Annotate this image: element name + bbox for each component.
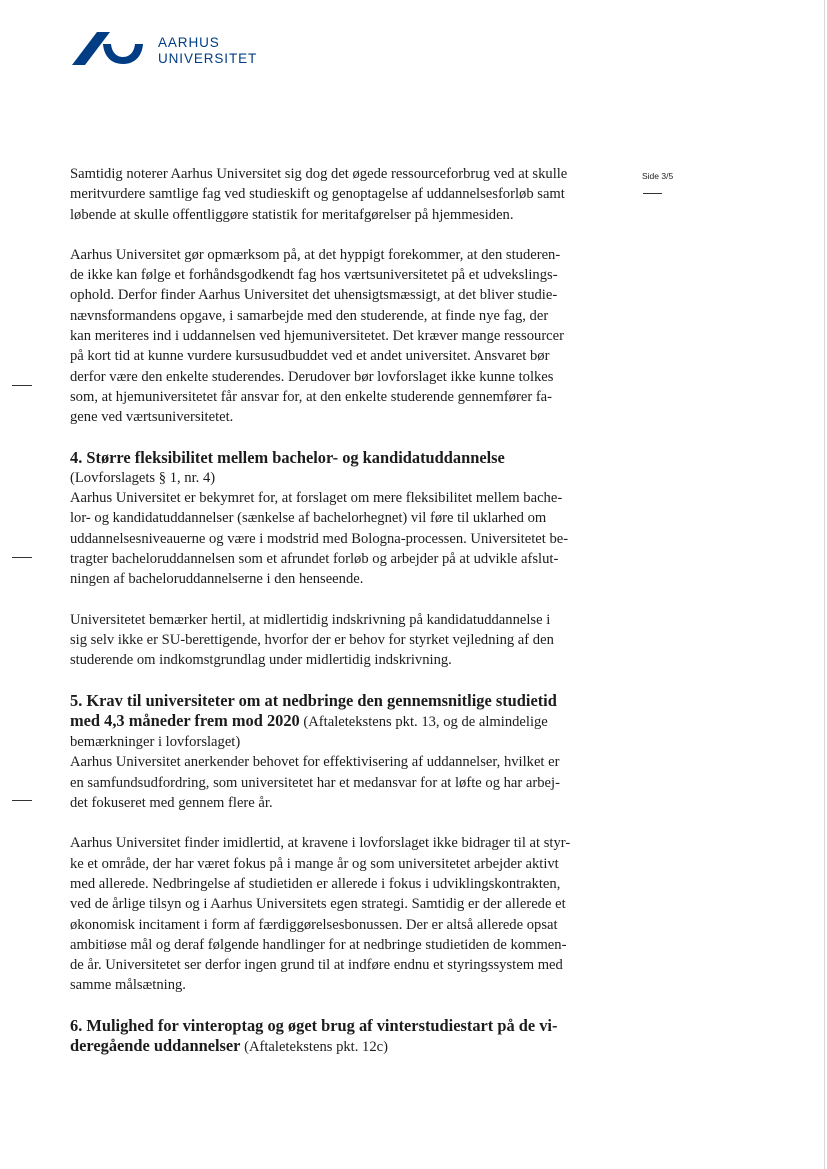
university-logo <box>72 30 262 70</box>
section-6-heading-cont <box>70 1036 622 1057</box>
text-line: Aarhus Universitet gør opmærksom på, at det hyppigt forekommer, at den studeren- <box>70 246 561 263</box>
margin-fold-mark <box>12 385 32 386</box>
section-6-heading: 6. Mulighed for vinteroptag og øget brug af vinterstudiestart på de vi- <box>70 1015 558 1035</box>
text-line: de ikke kan følge et forhåndsgodkendt fag hos værtsuniversitetet på et udvekslings- <box>70 267 558 284</box>
text-line: kan meriteres ind i uddannelsen ved hjemuniversitetet. Det kræver mange ressourcer <box>70 328 564 345</box>
text-line: som, at hjemuniversitetet får ansvar for, at den enkelte studerende gennemfører fa- <box>70 388 553 405</box>
text-line: Universitetet bemærker hertil, at midlertidig indskrivning på kandidatuddannelse i <box>70 611 551 628</box>
text-line: tragter bacheloruddannelsen som et afrundet forløb og arbejder på at udvikle afslut- <box>70 551 559 568</box>
paragraph-2 <box>70 245 622 428</box>
section-5-heading: 5. Krav til universiteter om at nedbringe den gennemsnitlige studietid <box>70 690 557 710</box>
text-line: samme målsætning. <box>70 977 186 994</box>
text-line: økonomisk incitament i form af færdiggørelsesbonussen. Der er altså allerede opsat <box>70 916 558 933</box>
text-line: en samfundsudfordring, som universitetet har et medansvar for at løfte og har arbej- <box>70 774 560 791</box>
text-line: med allerede. Nedbringelse af studietiden er allerede i fokus i udviklingskontrakten, <box>70 875 561 892</box>
letter-body <box>70 164 622 1057</box>
text-line: de år. Universitetet ser derfor ingen grund til at indføre endnu et styringssystem med <box>70 957 563 974</box>
logo-line-1: AARHUS <box>158 35 220 50</box>
paragraph-6 <box>70 833 622 995</box>
aarhus-university-logo-icon <box>72 30 144 66</box>
text-line: ved de årlige tilsyn og i Aarhus Universitets egen strategi. Samtidig er der allerede et <box>70 896 566 913</box>
text-line: derfor være den enkelte studerendes. Derudover bør lovforslaget ikke kunne tolkes <box>70 368 554 385</box>
text-line: ningen af bacheloruddannelserne i den henseende. <box>70 571 364 588</box>
text-line: på kort tid at kunne vurdere kursusudbuddet ved et andet universitet. Ansvaret bør <box>70 348 550 365</box>
margin-fold-mark <box>12 557 32 558</box>
text-line: ke et område, der har været fokus på i mange år og som universitetet arbejder aktivt <box>70 855 559 872</box>
text-line: Samtidig noterer Aarhus Universitet sig dog det øgede ressourceforbrug ved at skulle <box>70 166 568 182</box>
page-number-label: Side 3/5 <box>642 171 674 181</box>
logo-line-2: UNIVERSITET <box>158 51 258 66</box>
section-5-reference-cont: bemærkninger i lovforslaget) <box>70 734 241 751</box>
text-line: ophold. Derfor finder Aarhus Universitet det uhensigtsmæssigt, at det bliver studie- <box>70 287 558 304</box>
text-line: meritvurdere samtlige fag ved studieskift og genoptagelse af uddannelsesforløb samt <box>70 186 565 203</box>
text-line: ambitiøse mål og deraf følgende handlinger for at nedbringe studietiden de kommen- <box>70 936 567 953</box>
section-5-heading-bold: med 4,3 måneder frem mod 2020 <box>70 710 300 730</box>
text-line: lor- og kandidatuddannelser (sænkelse af bachelorhegnet) vil føre til uklarhed om <box>70 510 547 527</box>
section-4-heading: 4. Større fleksibilitet mellem bachelor- og kandidatuddannelse <box>70 447 505 467</box>
section-5-heading-cont <box>70 711 622 732</box>
paragraph-1 <box>70 164 622 225</box>
section-6-reference: (Aftaleteksten​s pkt. 12c) <box>240 1038 388 1055</box>
text-line: nævnsformandens opgave, i samarbejde med den studerende, at finde nye fag, der <box>70 307 549 324</box>
section-5-reference: (Aftaleteksten​s pkt. 13, og de almindelige <box>299 713 548 730</box>
paragraph-5 <box>70 752 622 813</box>
text-line: sig selv ikke er SU-berettigende, hvorfor der er behov for styrket vejledning af den <box>70 631 554 648</box>
paragraph-3 <box>70 488 622 589</box>
text-line: uddannelsesniveauerne og være i modstrid med Bologna-processen. Universitetet be- <box>70 530 569 547</box>
side-rule <box>643 193 662 194</box>
text-line: gene ved værtsuniversitetet. <box>70 409 234 426</box>
scan-edge <box>824 0 825 1169</box>
paragraph-4 <box>70 610 622 671</box>
text-line: det fokuseret med gennem flere år. <box>70 795 273 812</box>
text-line: løbende at skulle offentliggøre statistik for meritafgørelser på hjemmesiden. <box>70 206 514 223</box>
text-line: Aarhus Universitet anerkender behovet for effektivisering af uddannelser, hvilket er <box>70 754 560 771</box>
text-line: studerende om indkomstgrundlag under midlertidig indskrivning. <box>70 652 452 669</box>
text-line: Aarhus Universitet er bekymret for, at forslaget om mere fleksibilitet mellem bache- <box>70 490 563 507</box>
logo-wordmark <box>158 35 257 67</box>
section-6-heading-bold: deregående uddannelser <box>70 1035 241 1055</box>
section-4-reference: (Lovforslagets § 1, nr. 4) <box>70 469 216 486</box>
margin-fold-mark <box>12 800 32 801</box>
text-line: Aarhus Universitet finder imidlertid, at kravene i lovforslaget ikke bidrager til at styr- <box>70 835 571 852</box>
